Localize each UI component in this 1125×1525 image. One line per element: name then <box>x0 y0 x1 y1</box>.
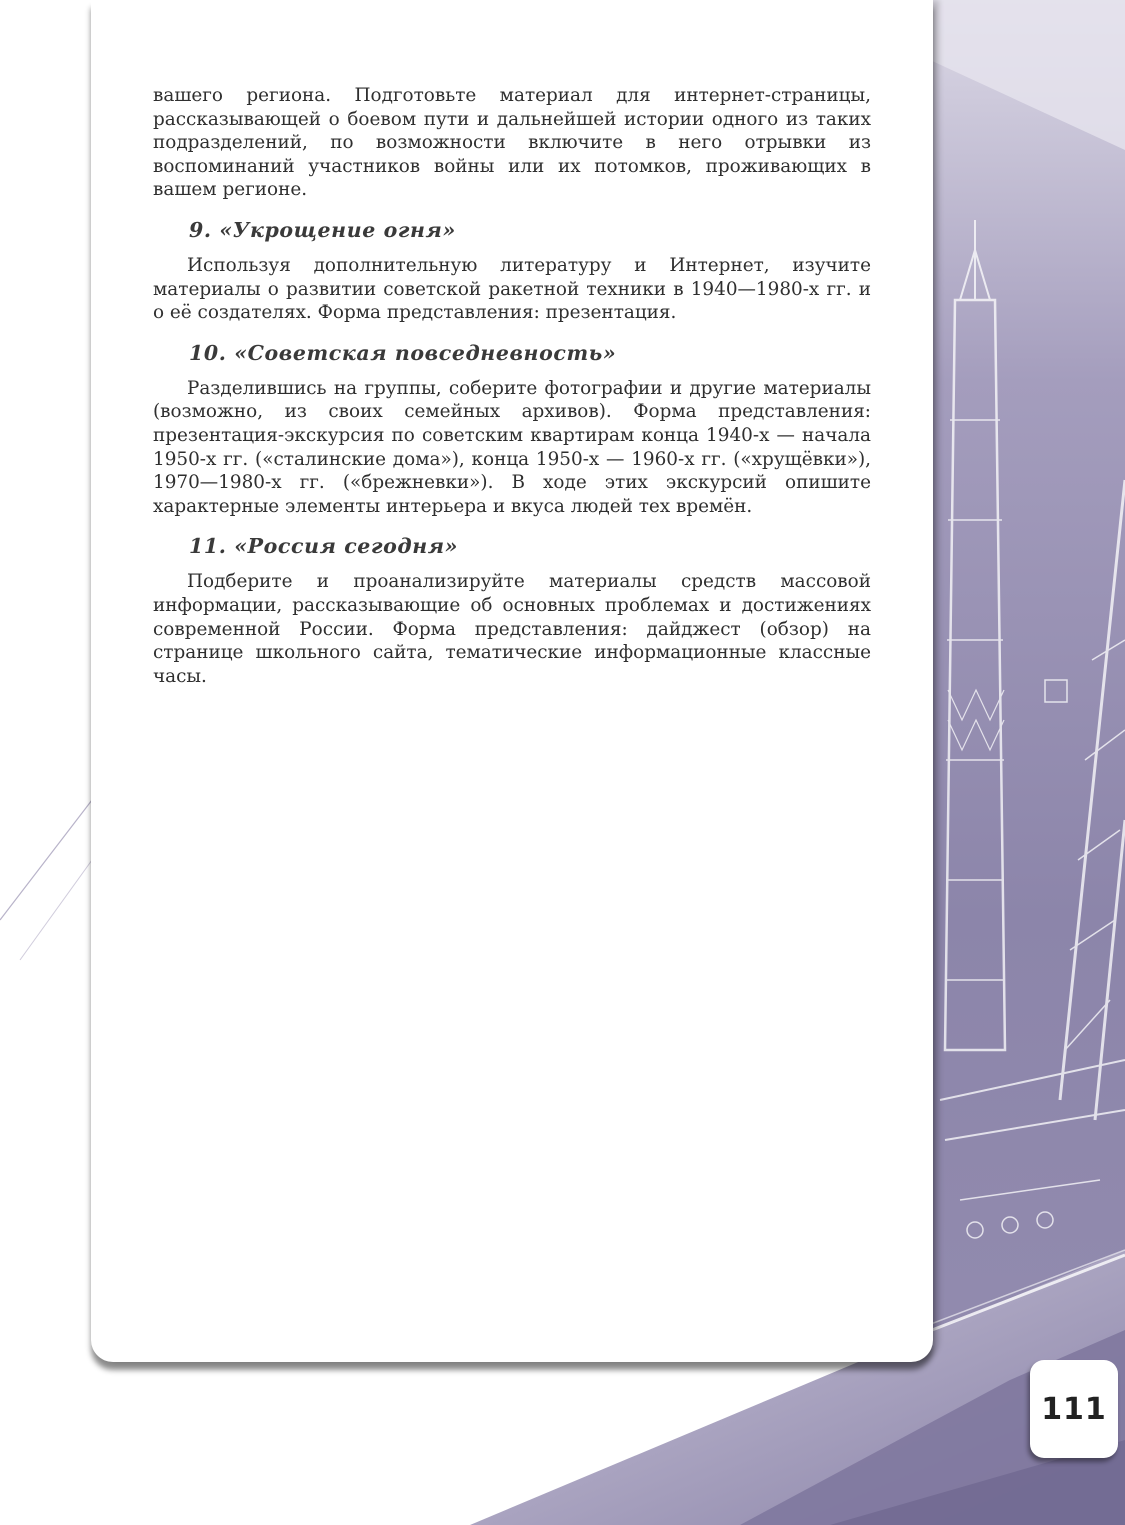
section-text-10: Разделившись на группы, соберите фотографии и другие материалы (возможно, из своих семейных архивов). Форма представления: презентация-экскурсия по советским квартирам конца 1940-х — начала 1950-х гг. («сталинские дома»), конца 1950-х — 1960-х гг. («хрущёвки»), 1970—1980-х гг. («брежневки»). В ходе этих экскурсий опишите характерные элементы интерьера и вкуса людей тех времён. <box>153 377 871 517</box>
page-number: 111 <box>1030 1360 1118 1458</box>
section-heading-10: 10. «Советская повседневность» <box>189 340 617 365</box>
intro-paragraph: вашего региона. Подготовьте материал для интернет-страницы, рассказывающей о боевом пути и дальнейшей истории одного из таких подразделений, по возможности включите в него отрывки из воспоминаний участников войны или их потомков, проживающих в вашем регионе. <box>153 85 871 201</box>
section-text-11: Подберите и проанализируйте материалы средств массовой информации, рассказывающие об основных проблемах и достижениях современной России. Форма представления: дайджест (обзор) на странице школьного сайта, тематические информационные классные часы. <box>153 571 871 687</box>
section-heading-11: 11. «Россия сегодня» <box>189 534 459 559</box>
section-heading-9: 9. «Укрощение огня» <box>189 217 456 242</box>
section-text-9: Используя дополнительную литературу и Интернет, изучите материалы о развитии советской ракетной техники в 1940—1980-х гг. и о её создателях. Форма представления: презентация. <box>153 254 871 324</box>
page-content <box>153 84 871 688</box>
